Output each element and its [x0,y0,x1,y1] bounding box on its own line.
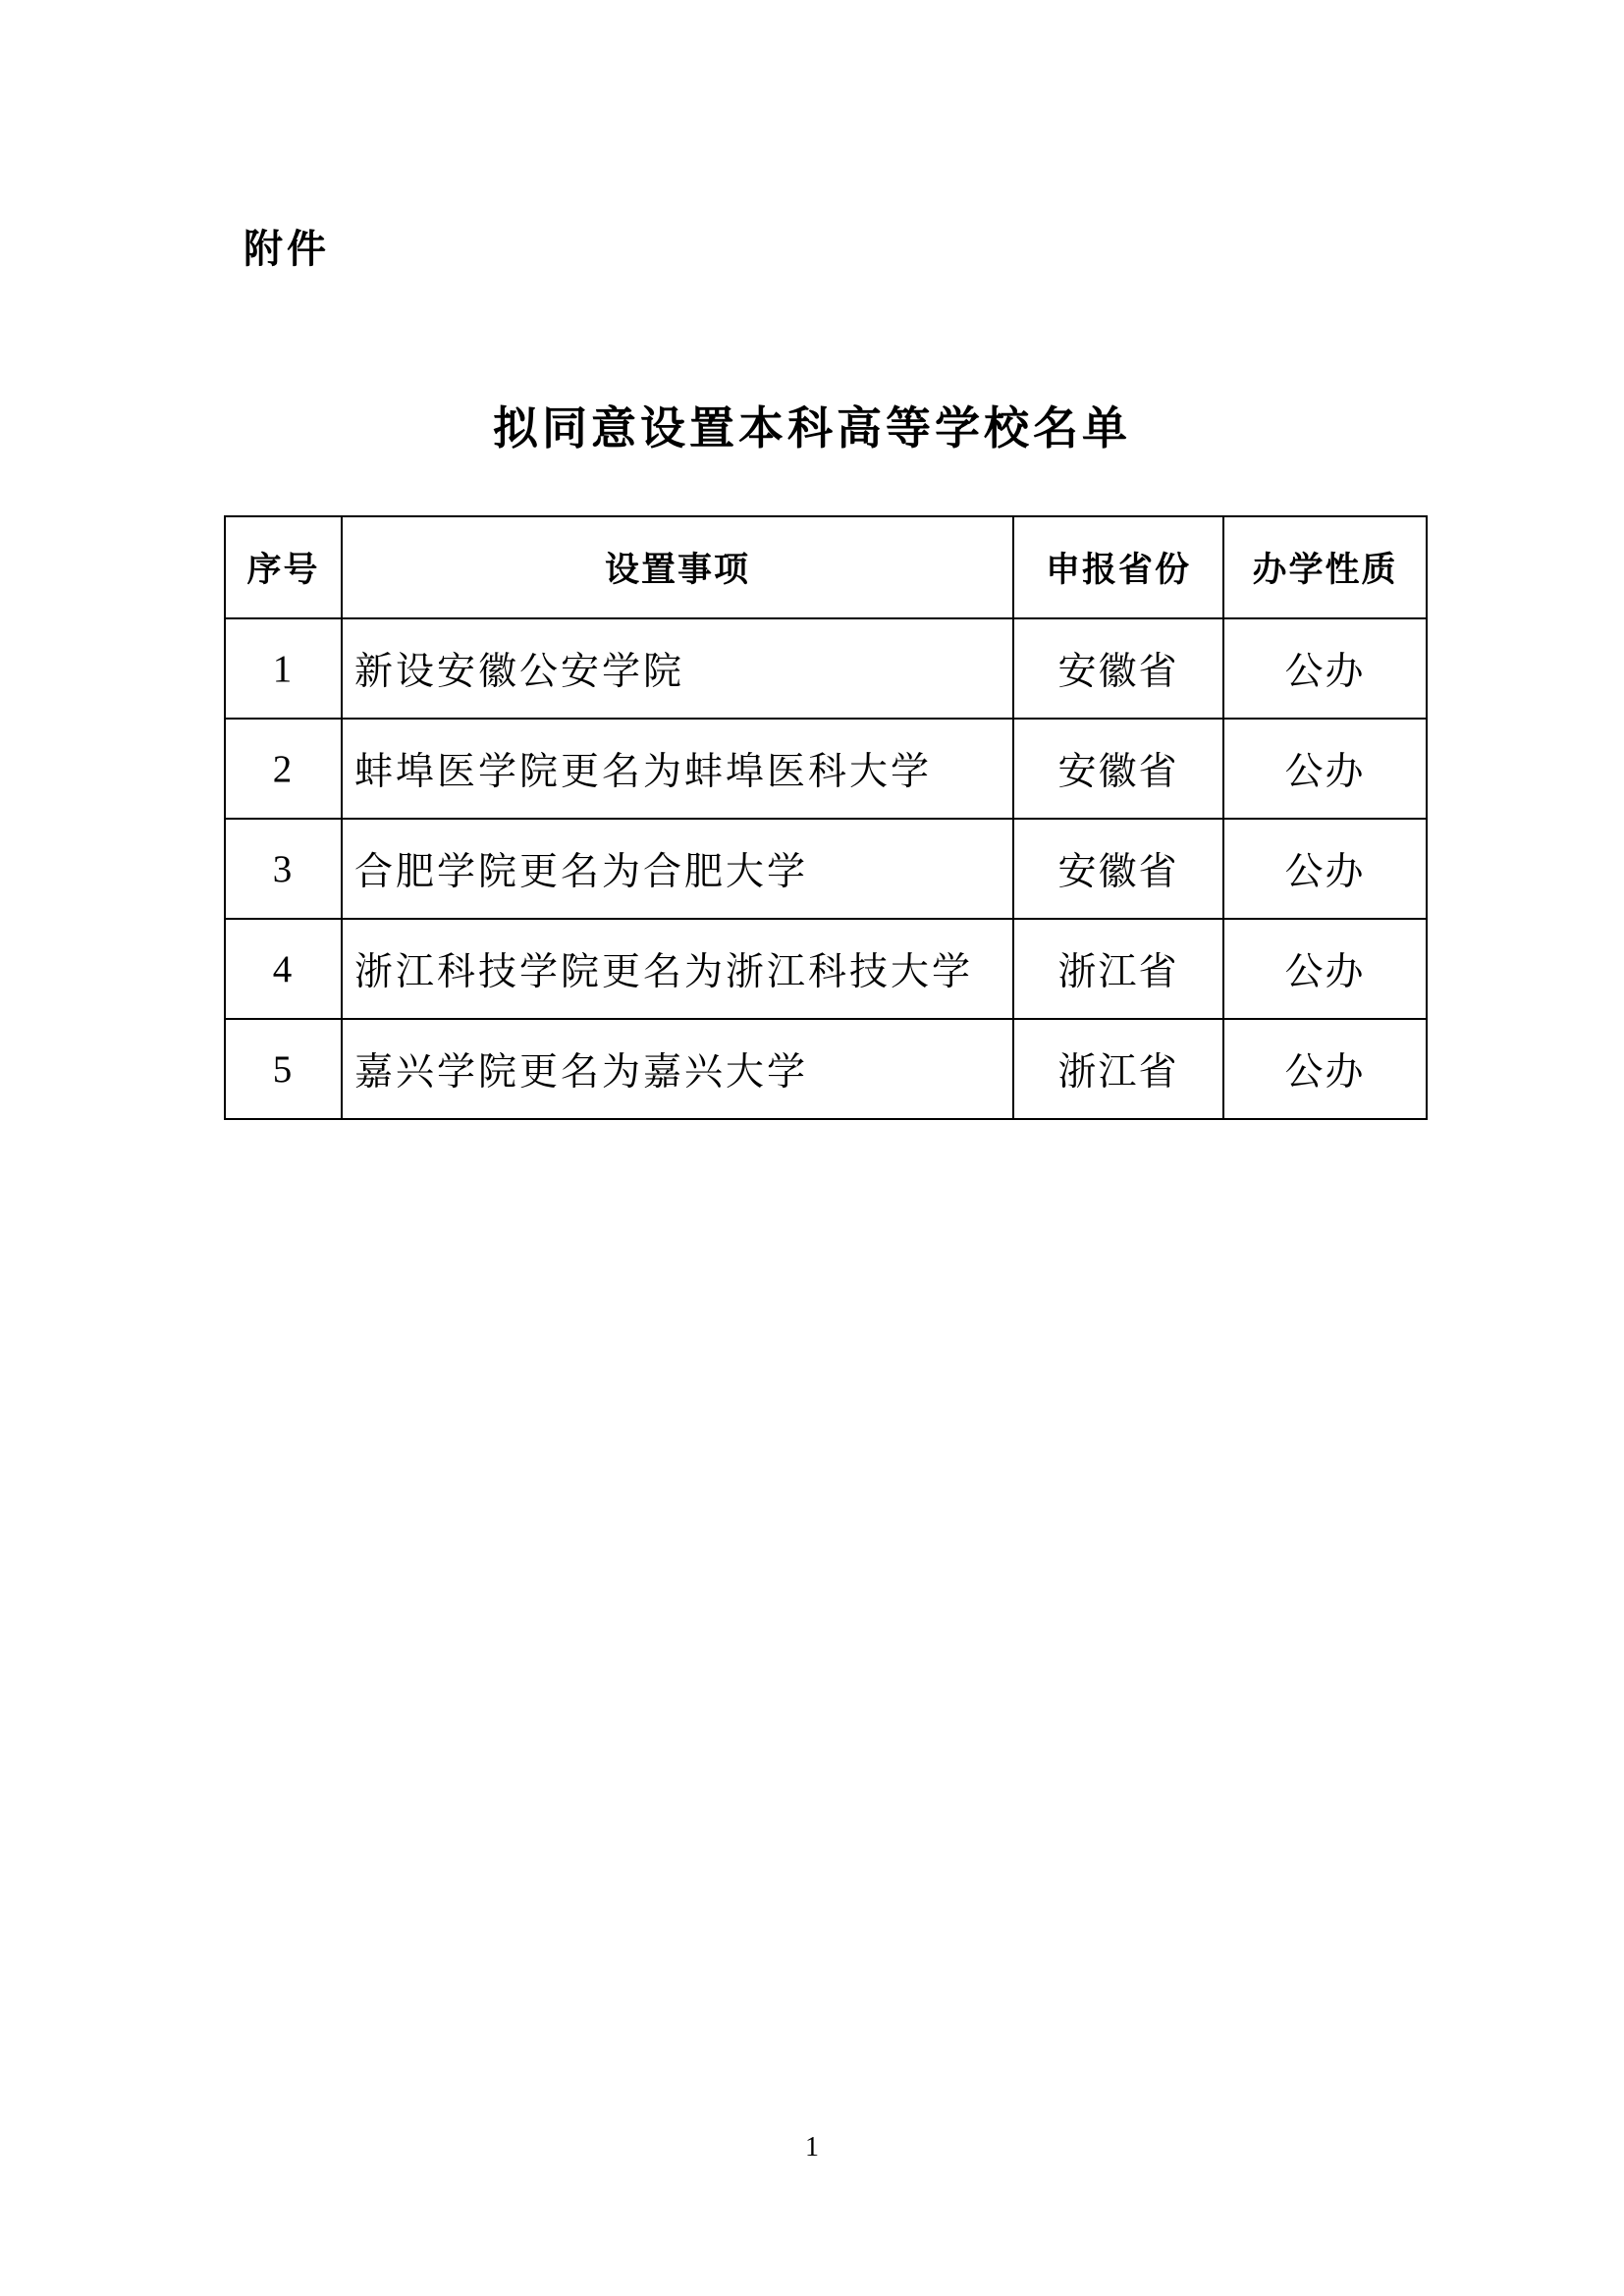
header-serial-number: 序号 [225,516,342,618]
cell-school-nature: 公办 [1223,1019,1427,1119]
cell-setup-item: 嘉兴学院更名为嘉兴大学 [342,1019,1013,1119]
table-row [225,618,1427,719]
cell-school-nature: 公办 [1223,719,1427,819]
table-row [225,919,1427,1019]
cell-school-nature: 公办 [1223,819,1427,919]
table-row [225,819,1427,919]
cell-serial-number: 2 [225,719,342,819]
cell-applying-province: 安徽省 [1013,618,1223,719]
header-applying-province: 申报省份 [1013,516,1223,618]
cell-serial-number: 5 [225,1019,342,1119]
cell-school-nature: 公办 [1223,618,1427,719]
table-body [225,618,1427,1119]
cell-setup-item: 合肥学院更名为合肥大学 [342,819,1013,919]
cell-serial-number: 4 [225,919,342,1019]
cell-applying-province: 浙江省 [1013,919,1223,1019]
cell-applying-province: 安徽省 [1013,819,1223,919]
page-title: 拟同意设置本科高等学校名单 [493,402,1131,454]
table-header-row [225,516,1427,618]
cell-setup-item: 浙江科技学院更名为浙江科技大学 [342,919,1013,1019]
cell-school-nature: 公办 [1223,919,1427,1019]
attachment-label: 附件 [244,228,330,271]
table-row [225,719,1427,819]
page-number: 1 [805,2132,819,2163]
header-setup-item: 设置事项 [342,516,1013,618]
cell-applying-province: 浙江省 [1013,1019,1223,1119]
table-row [225,1019,1427,1119]
universities-table [224,515,1428,1120]
cell-setup-item: 新设安徽公安学院 [342,618,1013,719]
cell-applying-province: 安徽省 [1013,719,1223,819]
cell-setup-item: 蚌埠医学院更名为蚌埠医科大学 [342,719,1013,819]
cell-serial-number: 1 [225,618,342,719]
header-school-nature: 办学性质 [1223,516,1427,618]
cell-serial-number: 3 [225,819,342,919]
